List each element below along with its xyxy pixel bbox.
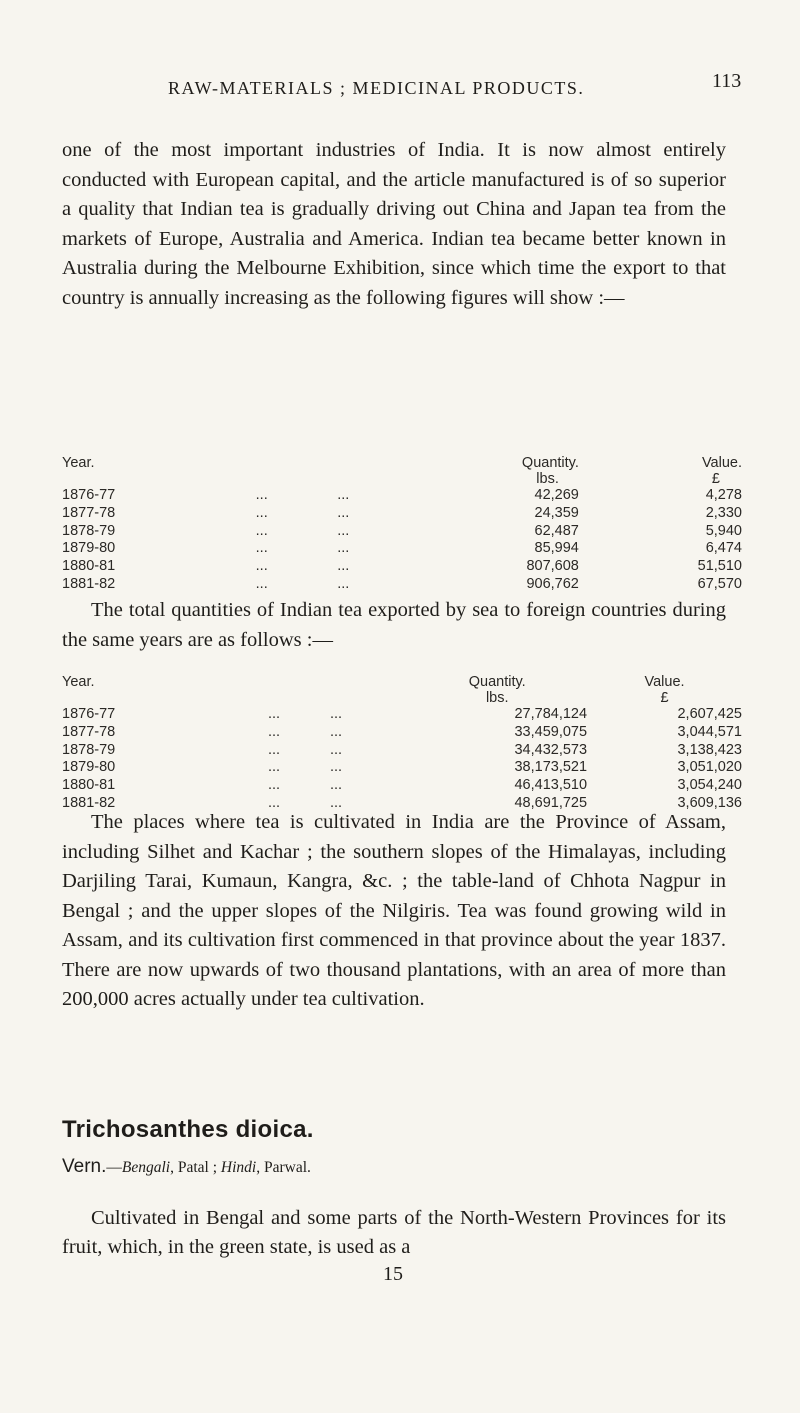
- value-header: Value.: [701, 455, 742, 471]
- vern-language-1: Bengali: [121, 1159, 171, 1176]
- australia-export-table: [62, 455, 742, 594]
- quantity-header: Quantity.: [468, 674, 526, 690]
- body-text-mid: [62, 596, 726, 655]
- value-unit: £: [711, 471, 720, 487]
- table-row: 1877-78 ... ... 24,359 2,330: [62, 504, 742, 521]
- table-row: 1876-77 ... ... 27,784,124 2,607,425: [62, 706, 742, 722]
- quantity-unit: lbs.: [485, 690, 509, 706]
- foreign-export-table: [62, 674, 742, 813]
- table-header-row: [62, 674, 742, 690]
- table-row: 1880-81 ... ... 807,608 51,510: [62, 558, 742, 575]
- vern-language-2: Hindi: [220, 1159, 257, 1176]
- table-row: 1881-82 ... ... 906,762 67,570: [62, 575, 742, 592]
- page-header: [0, 70, 800, 108]
- value-unit: £: [660, 690, 669, 706]
- table-unit-row: [62, 471, 742, 487]
- year-header: Year.: [62, 455, 95, 471]
- quantity-header: Quantity.: [521, 455, 579, 471]
- section-title: Trichosanthes dioica.: [62, 1116, 314, 1143]
- vernacular-names: [62, 1156, 726, 1178]
- body-text-top: [62, 136, 726, 313]
- page-number: 113: [712, 70, 742, 92]
- table-row: 1876-77 ... ... 42,269 4,278: [62, 487, 742, 503]
- table-row: 1878-79 ... ... 62,487 5,940: [62, 522, 742, 539]
- paragraph-4: Cultivated in Bengal and some parts of the North-Western Provinces for its fruit, which, in the green state, is used as a: [62, 1206, 726, 1258]
- running-head: RAW-MATERIALS ; MEDICINAL PRODUCTS.: [168, 78, 585, 98]
- value-header: Value.: [644, 674, 685, 690]
- table-row: 1879-80 ... ... 85,994 6,474: [62, 540, 742, 557]
- table-unit-row: [62, 690, 742, 706]
- vern-name-1: , Patal ;: [170, 1159, 221, 1176]
- vern-dash: —: [106, 1159, 122, 1176]
- paragraph-3: The places where tea is cultivated in India are the Province of Assam, including Silhet and Kachar ; the southern slopes of the Himalayas, including Darjiling Tarai, Kumaun, Kangra, &c. ; the table-land of Chhota Nagpur in Bengal ; and the upper slopes of the Nilgiris. Tea was found growing wild in Assam, and its cultivation first commenced in that province about the year 1837. There are now upwards of two thousand plantations, with an area of more than 200,000 acres actually under tea cultivation.: [62, 811, 726, 1010]
- table-row: 1879-80 ... ... 38,173,521 3,051,020: [62, 759, 742, 776]
- table-row: 1877-78 ... ... 33,459,075 3,044,571: [62, 723, 742, 740]
- table-header-row: [62, 455, 742, 471]
- paragraph-1: one of the most important industries of India. It is now almost entirely conducted with European capital, and the article manufactured is of so superior a quality that Indian tea is gradually driving out China and Japan tea from the markets of Europe, Australia and America. Indian tea became better known in Australia during the Melbourne Exhibition, since which time the export to that country is annually increasing as the following figures will show :—: [62, 139, 726, 309]
- table-row: 1881-82 ... ... 48,691,725 3,609,136: [62, 794, 742, 811]
- year-header: Year.: [62, 674, 95, 690]
- table-row: 1880-81 ... ... 46,413,510 3,054,240: [62, 777, 742, 794]
- paragraph-2: The total quantities of Indian tea exported by sea to foreign countries during the same years are as follows :—: [62, 599, 726, 651]
- vern-label: Vern.: [62, 1156, 107, 1177]
- vern-name-2: , Parwal.: [256, 1159, 311, 1176]
- signature-mark: 15: [383, 1263, 403, 1285]
- table-row: 1878-79 ... ... 34,432,573 3,138,423: [62, 741, 742, 758]
- quantity-unit: lbs.: [536, 471, 559, 487]
- body-text-lower: [62, 808, 726, 1015]
